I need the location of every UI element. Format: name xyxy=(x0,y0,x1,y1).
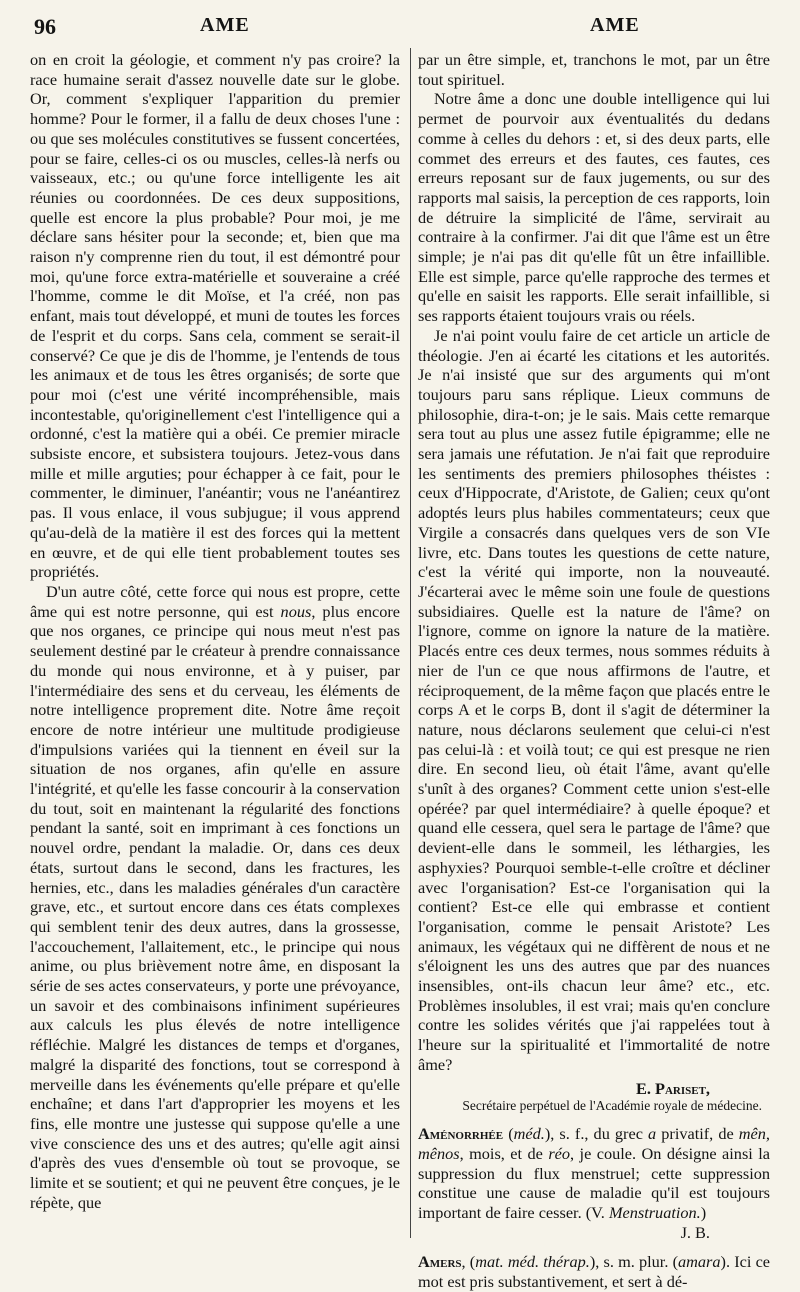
text-run: , plus encore que nos organes, ce principe qui nous meut n'est pas seulement destiné par le créateur à prendre connaissance du monde qui nous environne, et à y puiser, par l'intermédiaire des sens et du cerveau, les éléments de notre intelligence proprement dite. Notre âme reçoit encore de notre intérieur une multitude prodigieuse d'impulsions variées qui la tiennent en éveil sur la situation de nos organes, afin qu'elle en assure l'intégrité, et qu'elle les fasse concourir à la conservation du tout, soit en maintenant la régularité des fonctions pendant la santé, soit en imprimant à ces fonctions un nouvel ordre, pendant la maladie. Or, dans ces deux états, surtout dans le second, dans les fractures, les hernies, etc., dans les maladies générales d'un caractère grave, etc., et surtout encore dans ces états complexes qui semblent tenir des deux autres, dans la grossesse, l'accouchement, l'allaitement, etc., le principe qui nous anime, ou plus brièvement notre âme, en disposant la série de ses actes conservateurs, y porte une prévoyance, un savoir et des combinaisons infiniment supérieures aux calculs les plus élevés de notre intelligence réfléchie. Malgré les distances de temps et d'organes, malgré la disparité des fonctions, tout se correspond à merveille dans les événements qu'elle prépare et qu'elle enchaîne; et dans l'art d'approprier les moyens et les fins, elle montre une justesse qui suppose qu'elle a une vive conscience des uns et des autres; qu'elle agit ainsi d'après des vues d'ensemble où tout se provoque, se limite et se soutient; et qui ne peuvent être conçues, je le répète, que xyxy=(30,601,401,1212)
left-column xyxy=(30,50,400,1212)
greek-term: mên, mênos xyxy=(418,1124,770,1163)
text-run: ( xyxy=(503,1124,514,1144)
column-divider xyxy=(410,48,411,1238)
spacer xyxy=(418,1242,770,1248)
text-run: ), s. f., du grec xyxy=(544,1124,649,1144)
greek-term: réo xyxy=(548,1143,571,1163)
page-number: 96 xyxy=(34,14,56,39)
entry-initials: J. B. xyxy=(680,1222,710,1242)
cross-reference: Menstruation. xyxy=(608,1203,701,1223)
text-run: ) xyxy=(700,1203,707,1223)
running-head-left: AME xyxy=(200,14,250,36)
text-run: , je coule. On désigne ainsi la suppression du flux menstruel; cette suppression constitue une cause de maladie qu'il est toujours important de faire cesser. (V. xyxy=(418,1143,771,1223)
author-title: Secrétaire perpétuel de l'Académie royale de médecine. xyxy=(462,1098,762,1114)
text-run: ). Ici ce mot est pris substantivement, et sert à dé- xyxy=(418,1252,771,1292)
paragraph: Je n'ai point voulu faire de cet article un article de théologie. J'en ai écarté les citations et les autorités. Je n'ai insisté que sur des arguments qui m'ont toujours paru sans réplique. Lieux communs de philosophie, dira-t-on; je le sais. Mais cette remarque sera tout au plus une assez futile épigramme; elle ne sera jamais une réfutation. Je n'ai fait que reproduire les sentiments des premiers philosophes théistes : ceux d'Hippocrate, d'Aristote, de Galien; ceux qu'ont adoptés leurs plus habiles commentateurs; ceux que Virgile a consacrés dans quelques vers de son VIe livre, etc. Dans toutes les questions de cette nature, c'est la vérité qui importe, non la nouveauté. J'écarterai avec le même soin une foule de questions subsidiaires. Quelle est la nature de l'âme? on l'ignore, comme on ignore la nature de la matière. Placés entre ces deux termes, nous sommes réduits à nier de l'un ce que nous affirmons de l'autre, et réciproquement, de la même façon que placés entre le corps A et le corps B, dont il s'agit de déterminer la nature, nous déclarons seulement que celui-ci n'est pas celui-là : et voilà tout; ce qui est presque ne rien dire. En second lieu, où était l'âme, avant qu'elle s'unît à des organes? Comment cette union s'est-elle opérée? par quel intermédiaire? à quelle époque? et quand elle cessera, quel sera le partage de l'âme? que devient-elle dans le sommeil, les léthargies, les asphyxies? Pourquoi semble-t-elle croître et décliner avec l'organisation? Est-ce l'organisation qui la contient? Est-ce elle qui embrasse et contient l'organisation, comme le pensait Aristote? Les animaux, les végétaux qui ne diffèrent de nous et ne s'éloignent les uns des autres que par des nuances insensibles, ont-ils chacun leur âme? etc., etc. Problèmes insolubles, il est vrai; mais qu'en conclure contre les solides vérités que j'ai rappelées tout à l'heure sur la spiritualité et l'immortalité de notre âme? xyxy=(418,325,770,1074)
greek-term: a xyxy=(648,1124,657,1144)
domain-abbr: mat. méd. thérap. xyxy=(475,1252,590,1272)
paragraph: on en croit la géologie, et comment n'y pas croire? la race humaine serait d'assez nouvelle date sur le globe. Or, comment s'expliquer l'apparition du premier homme? Pour le former, il a fallu de deux choses l'une : ou que ses molécules constitutives se fussent concertées, pour se faire, celles-ci os ou muscles, celles-là nerfs ou vaisseaux, etc.; ou qu'une force intelligente les ait réunies ou coordonnées. De ces deux suppositions, quelle est encore la plus probable? Pour moi, je me déclare sans hésiter pour la seconde; et, bien que ma raison n'y comprenne rien du tout, il est démontré pour moi, qu'une force extra-matérielle et souveraine a créé l'homme, comme le dit Moïse, et l'a créé, non pas enfant, mais tout développé, et muni de toutes les forces de l'esprit et du corps. Sans cela, comment se serait-il conservé? Ce que je dis de l'homme, je l'entends de tous les animaux et de tous les êtres organisés; de sorte que pour moi (c'est une vérité incompréhensible, mais incontestable, qu'originellement c'est l'intelligence qui a ordonné, c'est la matière qui a obéi. Ce premier miracle subsiste encore, et subsistera toujours. Jetez-vous dans mille et mille arguties; pour échapper à ce fait, pour le commenter, le diminuer, l'anéantir; vous ne l'anéantirez pas. Il vous enlace, il vous subjugue; il vous apprend qu'au-delà de la matière il est des forces qui la mettent en œuvre, et de qui elle tient probablement toutes ses propriétés. xyxy=(30,50,400,582)
latin-term: amara xyxy=(678,1252,721,1272)
text-run: privatif, de xyxy=(656,1124,739,1144)
italic-term: nous xyxy=(280,601,312,621)
entry-headword: Aménorrhée xyxy=(418,1124,504,1144)
text-run: D'un autre côté, cette force qui nous est propre, cette âme qui est notre personne, qui est xyxy=(30,581,400,621)
author-signature: E. Pariset, xyxy=(636,1078,710,1098)
text-run: , ( xyxy=(461,1252,476,1272)
paragraph: Notre âme a donc une double intelligence qui lui permet de pourvoir aux éventualités du dedans comme à celles du dehors : et, si des deux parts, elle commet des erreurs et des fautes, ces fautes, ces erreurs reposant sur de faux jugements, ou sur des rapports mal saisis, la perception de ces rapports, loin de détruire la simplicité de l'âme, servirait au contraire à la confirmer. J'ai dit que l'âme est un être simple; je n'ai pas dit qu'elle fût un être infaillible. Elle est simple, parce qu'elle rapproche des termes et qu'elle en saisit les rapports. Elle serait infaillible, si ses rapports étaient toujours vrais ou réels. xyxy=(418,89,770,326)
page-header xyxy=(0,14,800,44)
text-run: , mois, et de xyxy=(459,1143,549,1163)
text-run: ), s. m. plur. ( xyxy=(589,1252,679,1272)
entry-headword: Amers xyxy=(418,1252,462,1272)
paragraph: par un être simple, et, tranchons le mot, par un être tout spirituel. xyxy=(418,50,770,89)
right-column xyxy=(418,50,770,1292)
running-head-right: AME xyxy=(590,14,640,36)
dictionary-entry xyxy=(418,1252,770,1291)
domain-abbr: méd. xyxy=(513,1124,545,1144)
paragraph xyxy=(30,582,400,1213)
dictionary-entry xyxy=(418,1124,770,1223)
